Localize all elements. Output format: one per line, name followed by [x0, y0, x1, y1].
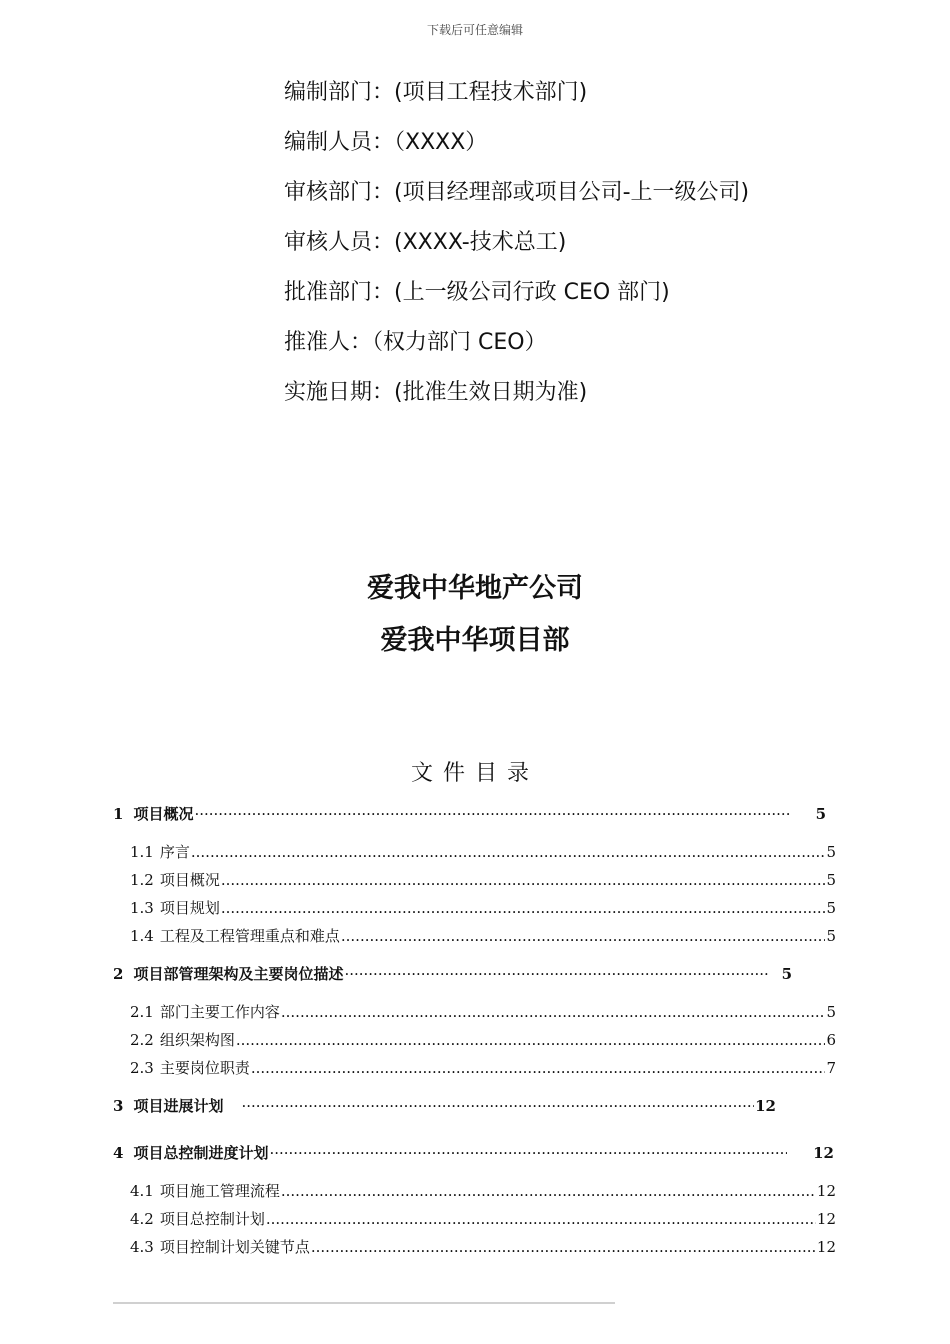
- meta-label: 推准人：: [284, 330, 373, 355]
- toc-entry-1-2[interactable]: [130, 869, 836, 890]
- toc-leader-dots: [344, 965, 767, 983]
- toc-entry-number: 1.2: [130, 871, 154, 889]
- department-name: 爱我中华项目部: [380, 625, 570, 656]
- meta-label: 批准部门：: [284, 280, 395, 305]
- meta-value: (项目经理部或项目公司-上一级公司): [394, 180, 750, 205]
- toc-entry-1-1[interactable]: [130, 841, 836, 862]
- toc-entry-number: 2.1: [130, 1003, 154, 1021]
- meta-value: (项目工程技术部门): [394, 80, 588, 105]
- footer-divider: [113, 1302, 615, 1304]
- meta-label: 编制部门：: [284, 80, 395, 105]
- toc-entry-number: 4.2: [130, 1210, 154, 1228]
- toc-leader-dots: [281, 1182, 816, 1200]
- toc-entry-number: 2.2: [130, 1031, 154, 1049]
- toc-entry-title: 项目进展计划: [133, 1097, 224, 1115]
- meta-value: （XXXX）: [394, 130, 488, 155]
- toc-entry-title: 项目概况: [133, 805, 194, 823]
- toc-entry-page: 5: [781, 965, 792, 983]
- meta-compile-department: [284, 68, 749, 118]
- meta-reviewer: [284, 218, 749, 268]
- document-meta-block: [284, 68, 749, 418]
- toc-leader-dots: [236, 1031, 826, 1049]
- toc-entry-1-4[interactable]: [130, 925, 836, 946]
- meta-value: (XXXX-技术总工): [394, 230, 567, 255]
- toc-entry-2-1[interactable]: [130, 1001, 836, 1022]
- toc-entry-title: 工程及工程管理重点和难点: [159, 927, 340, 945]
- toc-leader-dots: [281, 1003, 826, 1021]
- toc-entry-page: 12: [755, 1097, 776, 1115]
- toc-entry-title: 部门主要工作内容: [159, 1003, 280, 1021]
- toc-entry-title: 项目施工管理流程: [159, 1182, 280, 1200]
- toc-entry-2[interactable]: [113, 963, 792, 984]
- toc-entry-4-2[interactable]: [130, 1208, 836, 1229]
- toc-entry-page: 5: [826, 899, 836, 917]
- toc-entry-4-3[interactable]: [130, 1236, 836, 1257]
- toc-entry-page: 5: [826, 871, 836, 889]
- page-header-note: 下载后可任意编辑: [426, 23, 523, 37]
- toc-entry-title: 组织架构图: [159, 1031, 235, 1049]
- toc-entry-title: 项目部管理架构及主要岗位描述: [133, 965, 344, 983]
- toc-leader-dots: [341, 927, 826, 945]
- toc-entry-page: 12: [816, 1210, 836, 1228]
- toc-entry-2-3[interactable]: [130, 1057, 836, 1078]
- toc-entry-page: 7: [826, 1059, 836, 1077]
- toc-entry-page: 12: [816, 1182, 836, 1200]
- toc-entry-page: 12: [813, 1144, 834, 1162]
- toc-entry-title: 项目规划: [159, 899, 220, 917]
- meta-effective-date: [284, 368, 749, 418]
- meta-compiler: [284, 118, 749, 168]
- toc-entry-3[interactable]: [113, 1095, 776, 1116]
- toc-entry-number: 1.4: [130, 927, 154, 945]
- meta-value: (批准生效日期为准): [394, 380, 588, 405]
- toc-entry-page: 5: [826, 927, 836, 945]
- toc-leader-dots: [194, 805, 789, 823]
- meta-label: 实施日期：: [284, 380, 395, 405]
- meta-label: 审核人员：: [284, 230, 395, 255]
- toc-entry-number: 4: [113, 1144, 124, 1162]
- company-name: 爱我中华地产公司: [367, 573, 583, 604]
- toc-entry-title: 主要岗位职责: [159, 1059, 250, 1077]
- toc-entry-number: 2.3: [130, 1059, 154, 1077]
- toc-leader-dots: [251, 1059, 826, 1077]
- toc-leader-dots: [241, 1097, 754, 1115]
- meta-label: 审核部门：: [284, 180, 395, 205]
- toc-entry-number: 4.1: [130, 1182, 154, 1200]
- toc-entry-4-1[interactable]: [130, 1180, 836, 1201]
- toc-leader-dots: [311, 1238, 816, 1256]
- toc-entry-title: 项目概况: [159, 871, 220, 889]
- meta-value: (上一级公司行政 CEO 部门): [394, 280, 670, 305]
- toc-entry-number: 4.3: [130, 1238, 154, 1256]
- toc-entry-number: 1.1: [130, 843, 154, 861]
- toc-entry-page: 12: [816, 1238, 836, 1256]
- toc-entry-page: 6: [826, 1031, 836, 1049]
- toc-entry-4[interactable]: [113, 1142, 834, 1163]
- toc-leader-dots: [269, 1144, 787, 1162]
- toc-leader-dots: [221, 871, 826, 889]
- meta-value: （权力部门 CEO）: [372, 330, 547, 355]
- meta-approver: [284, 318, 749, 368]
- meta-review-department: [284, 168, 749, 218]
- toc-entry-1-3[interactable]: [130, 897, 836, 918]
- toc-leader-dots: [191, 843, 826, 861]
- toc-title: 文件目录: [410, 761, 539, 786]
- toc-entry-number: 2: [113, 965, 124, 983]
- meta-approval-department: [284, 268, 749, 318]
- toc-entry-1[interactable]: [113, 803, 826, 824]
- toc-leader-dots: [266, 1210, 816, 1228]
- toc-entry-page: 5: [826, 843, 836, 861]
- meta-label: 编制人员：: [284, 130, 395, 155]
- toc-entry-number: 1: [113, 805, 124, 823]
- toc-entry-title: 项目总控制进度计划: [133, 1144, 269, 1162]
- toc-entry-title: 序言: [159, 843, 190, 861]
- toc-entry-2-2[interactable]: [130, 1029, 836, 1050]
- toc-entry-title: 项目控制计划关键节点: [159, 1238, 310, 1256]
- toc-entry-page: 5: [826, 1003, 836, 1021]
- toc-entry-number: 1.3: [130, 899, 154, 917]
- toc-leader-dots: [221, 899, 826, 917]
- toc-entry-page: 5: [815, 805, 826, 823]
- toc-entry-title: 项目总控制计划: [159, 1210, 265, 1228]
- toc-entry-number: 3: [113, 1097, 124, 1115]
